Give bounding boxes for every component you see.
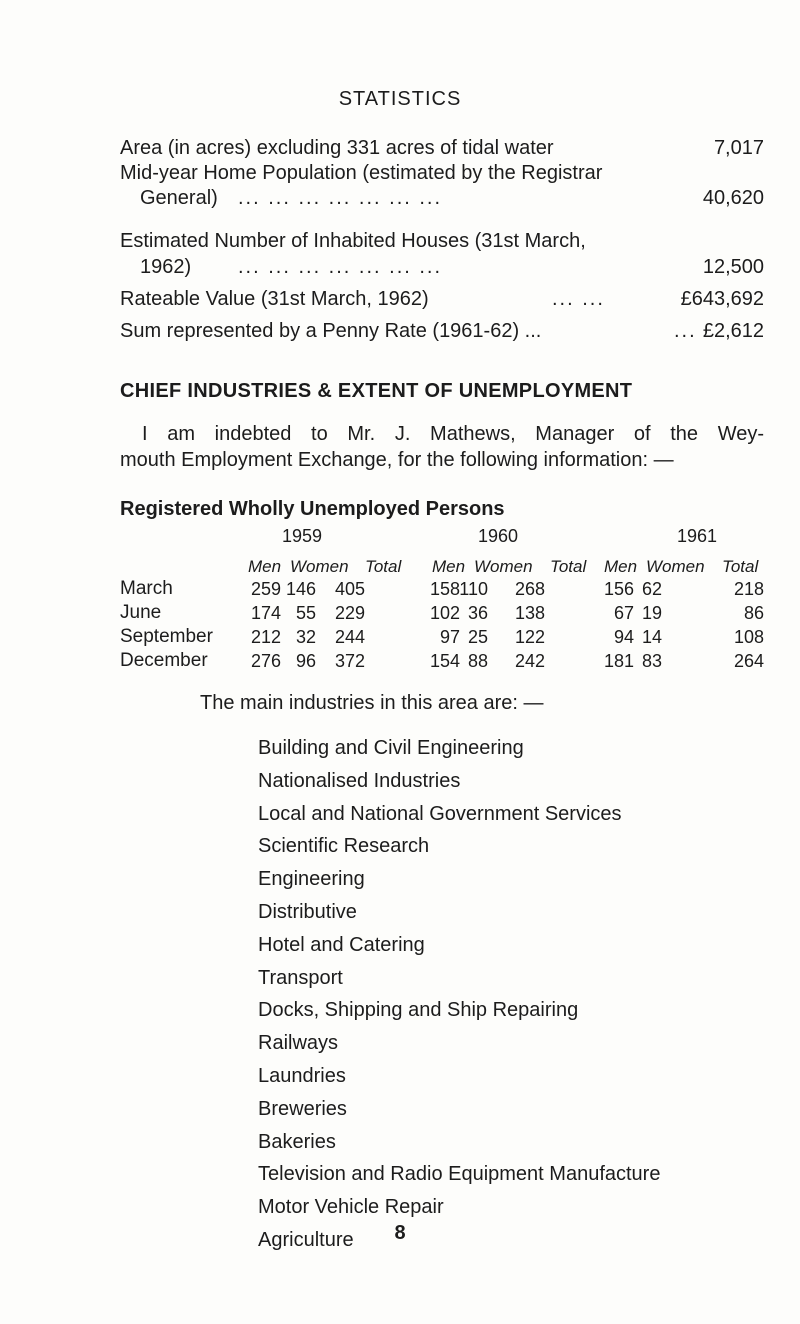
table-cell: 405: [334, 579, 365, 599]
stat-houses-cont: [120, 256, 764, 282]
stat-label: Mid-year Home Population (estimated by the Registrar: [120, 162, 603, 184]
list-item: Agriculture: [258, 1228, 354, 1251]
table-cell: 36: [467, 603, 488, 623]
year-header: 1960: [478, 526, 519, 546]
table-cell: 154: [429, 651, 460, 671]
table-cell: 181: [603, 651, 634, 671]
stat-penny-rate: [120, 320, 764, 346]
table-cell: 55: [295, 603, 316, 623]
year-header: 1961: [677, 526, 718, 546]
table-cell: 19: [641, 603, 662, 623]
row-label: December: [120, 650, 208, 671]
list-item: Railways: [258, 1032, 339, 1055]
page-title: STATISTICS: [338, 88, 462, 110]
table-cell: 259: [250, 579, 281, 599]
table-cell: 94: [613, 627, 634, 647]
table-cell: 97: [439, 627, 460, 647]
table-cell: 83: [641, 651, 662, 671]
column-header: Total: [365, 557, 402, 576]
list-item: Building and Civil Engineering: [258, 737, 524, 759]
stat-population: [120, 162, 764, 188]
row-label: March: [120, 578, 173, 599]
table-cell: 174: [250, 603, 281, 623]
table-cell: 86: [743, 603, 764, 623]
table-cell: 242: [514, 651, 545, 671]
list-item: Bakeries: [258, 1130, 336, 1153]
row-label: September: [120, 626, 213, 647]
column-header: Men: [432, 557, 466, 576]
table-cell: 25: [467, 627, 488, 647]
year-header: 1959: [282, 526, 323, 546]
table-cell: 372: [334, 651, 365, 671]
list-item: Hotel and Catering: [258, 933, 425, 956]
list-item: Transport: [258, 966, 343, 989]
column-header: Women: [474, 557, 533, 576]
list-item: Laundries: [258, 1064, 346, 1087]
leader-dots: ... ...: [552, 288, 605, 310]
table-cell: 88: [467, 651, 488, 671]
intro-line: mouth Employment Exchange, for the following information: —: [120, 449, 674, 471]
table-cell: 229: [334, 603, 365, 623]
table-cell: 122: [514, 627, 545, 647]
column-header: Women: [646, 557, 705, 576]
intro-paragraph: [120, 421, 764, 473]
table-cell: 110: [459, 579, 488, 599]
table-cell: 264: [733, 651, 764, 671]
leader-dots: ... ... ... ... ... ... ...: [238, 256, 443, 278]
stat-label: General): [140, 187, 218, 209]
table-cell: 138: [514, 603, 545, 623]
table-cell: 96: [295, 651, 316, 671]
stat-label: Sum represented by a Penny Rate (1961-62) ...: [120, 320, 542, 342]
list-item: Nationalised Industries: [258, 769, 461, 792]
column-header: Women: [290, 557, 349, 576]
table-cell: 14: [641, 627, 662, 647]
table-cell: 146: [285, 579, 316, 599]
stat-value: £2,612: [702, 320, 764, 342]
stat-value: 40,620: [702, 187, 764, 209]
stat-label: Area (in acres) excluding 331 acres of tidal water: [120, 137, 554, 159]
stat-value: 12,500: [702, 256, 764, 278]
table-cell: 156: [603, 579, 634, 599]
table-heading: Registered Wholly Unemployed Persons: [120, 498, 505, 520]
leader-dots: ... ... ... ... ... ... ...: [238, 187, 443, 209]
table-cell: 276: [250, 651, 281, 671]
column-header: Total: [722, 557, 759, 576]
table-cell: 268: [514, 579, 545, 599]
table-cell: 212: [250, 627, 281, 647]
list-item: Breweries: [258, 1097, 347, 1120]
stat-houses: [120, 230, 764, 256]
stat-label: Rateable Value (31st March, 1962): [120, 288, 429, 310]
list-item: Local and National Government Services: [258, 802, 622, 825]
table-cell: 102: [429, 603, 460, 623]
list-item: Motor Vehicle Repair: [258, 1196, 444, 1219]
column-header: Total: [550, 557, 587, 576]
table-cell: 62: [641, 579, 662, 599]
column-header: Men: [604, 557, 638, 576]
table-cell: 218: [733, 579, 764, 599]
list-item: Docks, Shipping and Ship Repairing: [258, 999, 579, 1022]
industries-intro: The main industries in this area are: —: [200, 692, 544, 714]
intro-line: I am indebted to Mr. J. Mathews, Manager of the Wey-: [142, 423, 764, 445]
list-item: Distributive: [258, 900, 357, 923]
stat-value: £643,692: [680, 288, 764, 310]
column-header: Men: [248, 557, 282, 576]
stat-label: Estimated Number of Inhabited Houses (31st March,: [120, 230, 586, 252]
stat-area: [120, 137, 764, 163]
table-cell: 244: [334, 627, 365, 647]
list-item: Scientific Research: [258, 835, 430, 858]
list-item: Television and Radio Equipment Manufacture: [258, 1163, 661, 1186]
section-heading: CHIEF INDUSTRIES & EXTENT OF UNEMPLOYMENT: [120, 380, 633, 402]
stat-population-cont: [120, 187, 764, 213]
table-cell: 108: [733, 627, 764, 647]
industries-list: [258, 732, 660, 1257]
stat-label: 1962): [140, 256, 192, 278]
stat-rateable-value: [120, 288, 764, 314]
table-cell: 67: [613, 603, 634, 623]
table-cell: 158: [429, 579, 460, 599]
table-cell: 32: [295, 627, 316, 647]
list-item: Engineering: [258, 868, 365, 891]
leader-dots: ...: [674, 320, 697, 342]
page-number: 8: [394, 1222, 406, 1244]
stat-value: 7,017: [713, 137, 764, 159]
row-label: June: [120, 602, 162, 623]
